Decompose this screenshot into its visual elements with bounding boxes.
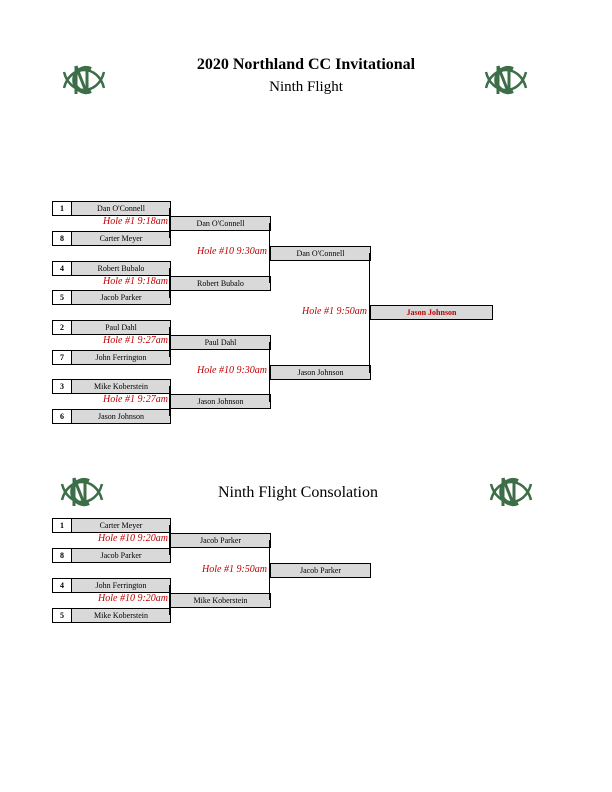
player-slot: John Ferrington [71, 350, 171, 365]
player-slot: John Ferrington [71, 578, 171, 593]
seed-number: 1 [52, 201, 72, 216]
seed-number: 1 [52, 518, 72, 533]
player-slot: Mike Koberstein [71, 379, 171, 394]
seed-number: 8 [52, 231, 72, 246]
tee-time: Hole #1 9:50am [302, 306, 367, 317]
seed-number: 4 [52, 578, 72, 593]
player-slot: Jason Johnson [170, 394, 271, 409]
player-slot: Jacob Parker [71, 290, 171, 305]
tee-time: Hole #10 9:30am [197, 365, 267, 376]
player-slot: Robert Bubalo [170, 276, 271, 291]
player-slot: Robert Bubalo [71, 261, 171, 276]
player-slot: Jacob Parker [71, 548, 171, 563]
tee-time: Hole #1 9:27am [103, 335, 168, 346]
tee-time: Hole #1 9:50am [202, 564, 267, 575]
page-title: 2020 Northland CC Invitational [196, 56, 416, 73]
seed-number: 7 [52, 350, 72, 365]
page-subtitle: Ninth Flight [269, 79, 343, 95]
player-slot: Carter Meyer [71, 231, 171, 246]
player-slot: Paul Dahl [170, 335, 271, 350]
seed-number: 3 [52, 379, 72, 394]
seed-number: 4 [52, 261, 72, 276]
tee-time: Hole #10 9:20am [98, 593, 168, 604]
player-slot: Jacob Parker [170, 533, 271, 548]
seed-number: 8 [52, 548, 72, 563]
tee-time: Hole #10 9:30am [197, 246, 267, 257]
player-slot: Mike Koberstein [71, 608, 171, 623]
player-slot: Carter Meyer [71, 518, 171, 533]
player-slot: Paul Dahl [71, 320, 171, 335]
player-slot: Dan O'Connell [71, 201, 171, 216]
consolation-winner-slot: Jacob Parker [270, 563, 371, 578]
tee-time: Hole #10 9:20am [98, 533, 168, 544]
seed-number: 5 [52, 608, 72, 623]
player-slot: Jason Johnson [270, 365, 371, 380]
seed-number: 5 [52, 290, 72, 305]
player-slot: Mike Koberstein [170, 593, 271, 608]
tee-time: Hole #1 9:18am [103, 216, 168, 227]
seed-number: 6 [52, 409, 72, 424]
player-slot: Jason Johnson [71, 409, 171, 424]
seed-number: 2 [52, 320, 72, 335]
consolation-title: Ninth Flight Consolation [217, 484, 378, 501]
player-slot: Dan O'Connell [170, 216, 271, 231]
tee-time: Hole #1 9:18am [103, 276, 168, 287]
player-slot: Dan O'Connell [270, 246, 371, 261]
champion-slot: Jason Johnson [370, 305, 493, 320]
tee-time: Hole #1 9:27am [103, 394, 168, 405]
